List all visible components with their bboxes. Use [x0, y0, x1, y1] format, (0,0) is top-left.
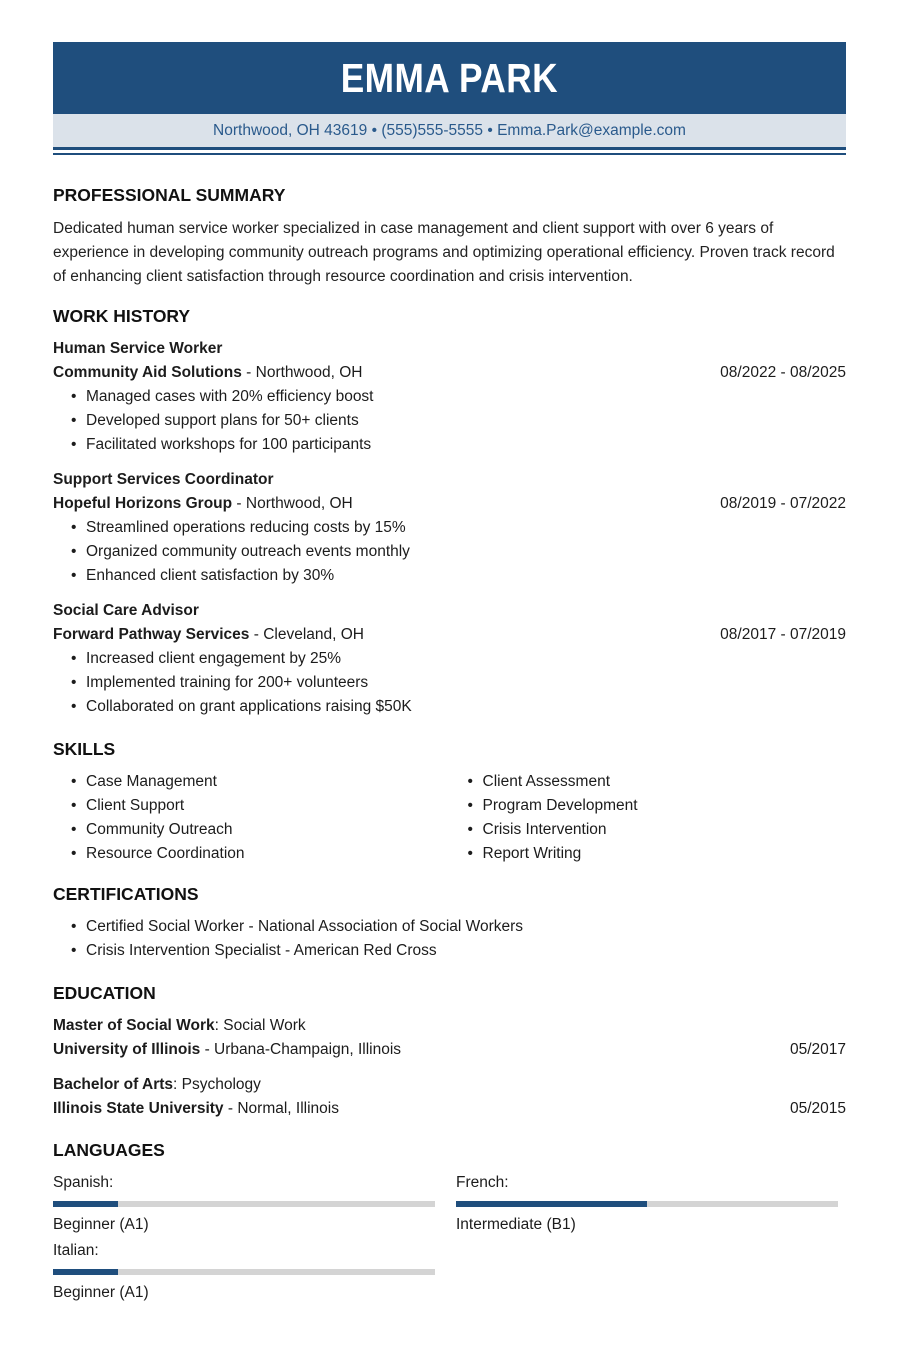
skill-item: • Report Writing [483, 842, 847, 866]
job-entry [53, 599, 846, 719]
job-location: - Northwood, OH [232, 495, 353, 512]
job-title: Support Services Coordinator [53, 471, 274, 488]
job-bullet: • Developed support plans for 50+ clients [86, 409, 846, 433]
education-location: - Urbana-Champaign, Illinois [200, 1041, 402, 1058]
job-company: Forward Pathway Services [53, 626, 250, 643]
section-title-work: WORK HISTORY [53, 306, 191, 326]
language-level: Beginner (A1) [53, 1216, 149, 1233]
section-title-certifications: CERTIFICATIONS [53, 884, 199, 904]
job-entry [53, 337, 846, 457]
section-title-skills: SKILLS [53, 739, 116, 759]
language-name: French: [456, 1174, 509, 1191]
language-level: Intermediate (B1) [456, 1216, 576, 1233]
language-item [53, 1173, 435, 1235]
job-bullet: • Increased client engagement by 25% [86, 647, 846, 671]
job-location: - Northwood, OH [241, 364, 363, 381]
education-degree: Master of Social Work [53, 1017, 215, 1034]
contact-bar [53, 114, 846, 147]
education-entry [53, 1073, 846, 1121]
language-name: Spanish: [53, 1174, 114, 1191]
resume-page [53, 42, 846, 155]
header-rule [53, 147, 846, 150]
job-bullet: • Enhanced client satisfaction by 30% [86, 564, 846, 588]
language-proficiency-fill [53, 1201, 118, 1207]
skill-item: • Community Outreach [86, 818, 450, 842]
contact-separator: • [483, 121, 498, 139]
contact-separator: • [367, 121, 382, 139]
job-bullet: • Managed cases with 20% efficiency boost [86, 385, 846, 409]
candidate-name: EMMA PARK [340, 54, 559, 101]
job-bullet: • Streamlined operations reducing costs by 15% [86, 516, 846, 540]
summary-text: Dedicated human service worker specialized in case management and client support with over 6 years of experience in developing community outreach programs and optimizing operational efficiency. Proven track record of enhancing client satisfaction through resource coordination and crisis intervention. [53, 220, 835, 285]
certification-item: • Certified Social Worker - National Association of Social Workers [86, 915, 879, 939]
education-date: 05/2017 [789, 1041, 846, 1058]
language-proficiency-bar [456, 1201, 838, 1207]
contact-email[interactable]: Emma.Park@example.com [497, 121, 686, 139]
skill-item: • Program Development [483, 794, 847, 818]
education-location: - Normal, Illinois [223, 1100, 339, 1117]
education-entry [53, 1014, 846, 1062]
contact-address: Northwood, OH 43619 [213, 121, 368, 139]
language-level: Beginner (A1) [53, 1284, 149, 1301]
language-item [456, 1173, 838, 1235]
language-proficiency-bar [53, 1201, 435, 1207]
skills-list [53, 770, 846, 866]
job-bullet: • Implemented training for 200+ volunteers [86, 671, 846, 695]
skill-item: • Crisis Intervention [483, 818, 847, 842]
education-degree: Bachelor of Arts [53, 1076, 174, 1093]
section-title-education: EDUCATION [53, 983, 156, 1003]
header-banner [53, 42, 846, 114]
header-rule-thin [53, 153, 846, 155]
job-entry [53, 468, 846, 588]
section-title-languages: LANGUAGES [53, 1140, 165, 1160]
education-school: Illinois State University [53, 1100, 224, 1117]
job-dates: 08/2022 - 08/2025 [720, 364, 846, 381]
language-proficiency-fill [456, 1201, 647, 1207]
job-bullet: • Organized community outreach events monthly [86, 540, 846, 564]
education-date: 05/2015 [789, 1100, 846, 1117]
education-field: : Social Work [214, 1017, 306, 1034]
skill-item: • Case Management [86, 770, 450, 794]
job-dates: 08/2019 - 07/2022 [720, 495, 846, 512]
education-field: : Psychology [173, 1076, 261, 1093]
language-name: Italian: [53, 1242, 99, 1259]
job-location: - Cleveland, OH [249, 626, 364, 643]
job-title: Human Service Worker [53, 340, 223, 357]
job-company: Community Aid Solutions [53, 364, 242, 381]
skill-item: • Resource Coordination [86, 842, 450, 866]
language-item [53, 1241, 435, 1303]
job-company: Hopeful Horizons Group [53, 495, 233, 512]
job-bullet: • Collaborated on grant applications raising $50K [86, 695, 846, 719]
language-proficiency-fill [53, 1269, 118, 1275]
certifications-list [53, 915, 879, 963]
education-school: University of Illinois [53, 1041, 201, 1058]
language-proficiency-bar [53, 1269, 435, 1275]
skill-item: • Client Assessment [483, 770, 847, 794]
job-dates: 08/2017 - 07/2019 [720, 626, 846, 643]
contact-phone[interactable]: (555)555-5555 [381, 121, 484, 139]
job-bullet: • Facilitated workshops for 100 participants [86, 433, 846, 457]
job-title: Social Care Advisor [53, 602, 199, 619]
certification-item: • Crisis Intervention Specialist - American Red Cross [86, 939, 879, 963]
section-title-summary: PROFESSIONAL SUMMARY [53, 185, 286, 205]
skill-item: • Client Support [86, 794, 450, 818]
